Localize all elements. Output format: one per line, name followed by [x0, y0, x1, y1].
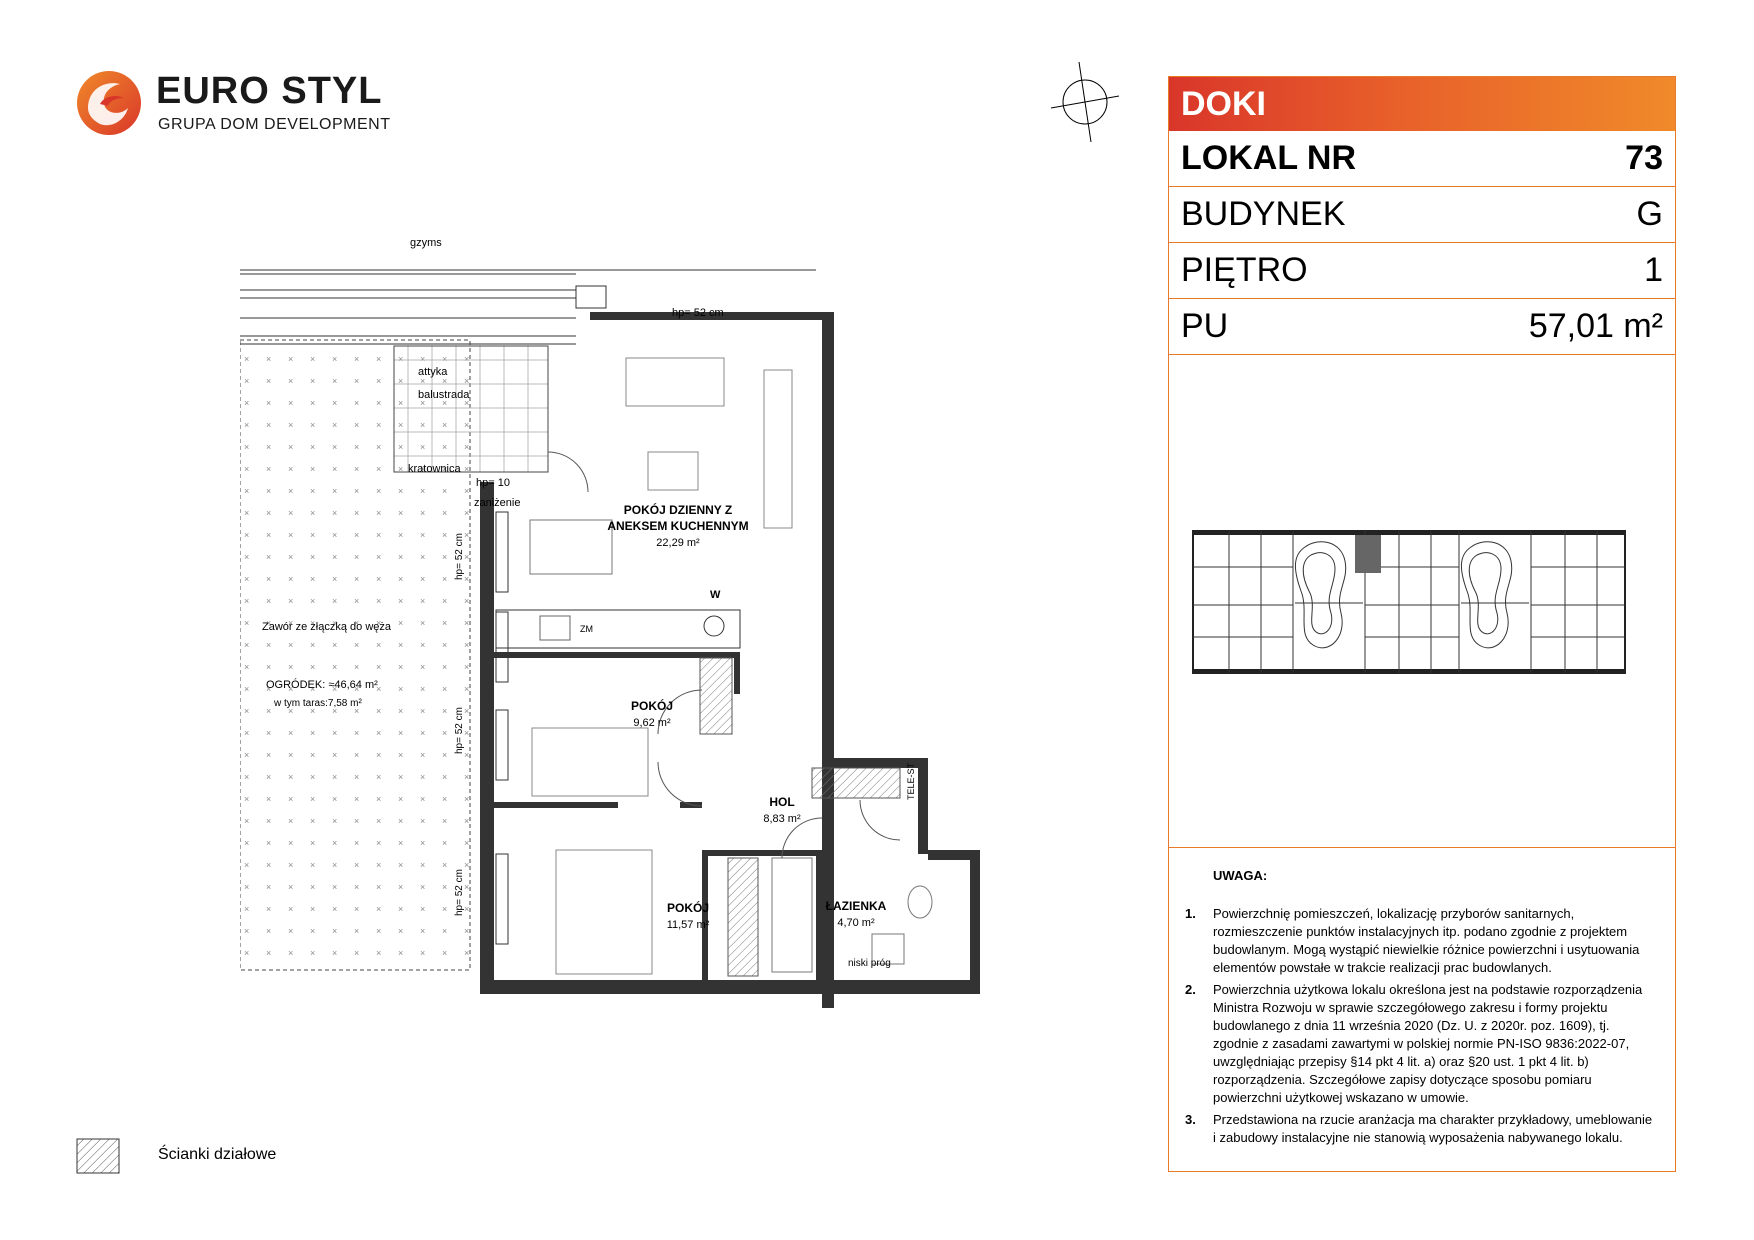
info-value: G	[1636, 195, 1663, 233]
logo	[74, 68, 394, 148]
sofa	[626, 358, 724, 406]
key-plan-drawing	[1169, 355, 1675, 847]
label-hp52-top: hp= 52 cm	[672, 307, 724, 319]
info-value: 57,01 m²	[1528, 307, 1663, 345]
note-item	[1185, 981, 1655, 1107]
label-ogrodek: OGRÓDEK: ≈46,64 m²	[266, 679, 378, 691]
notes-title: UWAGA:	[1213, 868, 1268, 883]
room-2-name: POKÓJ	[666, 901, 710, 915]
note-number: 1.	[1185, 906, 1196, 921]
info-value: 1	[1644, 251, 1663, 289]
wall	[480, 482, 494, 994]
room-living-name-1: POKÓJ DZIENNY Z	[623, 503, 733, 517]
label-hp52-3: hp= 52 cm	[454, 869, 465, 916]
note-text: Przedstawiona na rzucie aranżacja ma charakter przykładowy, umeblowanie i zabudowy instalacyjne nie stanowią wyposażenia nabywanego lokalu.	[1213, 1112, 1653, 1145]
label-zawor: Zawór ze złączką do węża	[262, 621, 391, 633]
wall	[918, 758, 928, 854]
legend	[74, 1138, 374, 1178]
info-label: PU	[1181, 307, 1229, 345]
room-1-name: POKÓJ	[630, 699, 674, 713]
room-bath-name: ŁAZIENKA	[825, 899, 887, 913]
terrace-area	[394, 346, 548, 472]
floor-plan	[240, 240, 1000, 1010]
label-niski-prog: niski próg	[848, 958, 891, 969]
kitchen-counter	[496, 610, 740, 648]
note-text: Powierzchnię pomieszczeń, lokalizację przyborów sanitarnych, rozmieszczenie punktów instalacyjnych itp. podano zgodnie z projektem budowlanym. Mogą wystąpić niewielkie różnice powierzchni i usytuowania elementów powstałe w trakcie realizacji prac budowlanych.	[1213, 906, 1640, 975]
note-item	[1185, 905, 1655, 977]
label-tele: TELE-ST	[906, 762, 916, 800]
room-living-name-2: ANEKSEM KUCHENNYM	[607, 519, 749, 533]
label-hp52-2: hp= 52 cm	[454, 707, 465, 754]
dining-table	[530, 520, 612, 574]
label-hp10: hp= 10	[476, 477, 510, 489]
info-row-lokal	[1169, 131, 1675, 187]
note-number: 3.	[1185, 1112, 1196, 1127]
room-living-area: 22,29 m²	[656, 537, 700, 549]
info-row-pietro	[1169, 243, 1675, 299]
room-hol-name: HOL	[769, 795, 795, 809]
building-key-plan	[1169, 355, 1675, 848]
note-number: 2.	[1185, 982, 1196, 997]
wall	[480, 980, 980, 994]
label-taras: w tym taras:7,58 m²	[274, 698, 362, 709]
room-bath-area: 4,70 m²	[837, 917, 875, 929]
info-value: 73	[1625, 139, 1663, 177]
label-zm: ZM	[580, 624, 593, 634]
euro-styl-logo-icon	[74, 68, 144, 138]
info-row-pu	[1169, 299, 1675, 355]
notes-section	[1185, 867, 1655, 1151]
label-balustrada: balustrada	[418, 389, 470, 401]
north-arrow-icon	[1045, 58, 1125, 148]
note-item	[1185, 1111, 1655, 1147]
label-kratownica: kratownica	[408, 463, 461, 475]
room-hol-area: 8,83 m²	[763, 813, 801, 825]
partition-wall-swatch-icon	[76, 1138, 120, 1174]
label-hp52-1: hp= 52 cm	[454, 533, 465, 580]
room-2-area: 11,57 m²	[666, 919, 710, 931]
legend-label: Ścianki działowe	[158, 1146, 277, 1163]
bed	[532, 728, 648, 796]
note-text: Powierzchnia użytkowa lokalu określona jest na podstawie rozporządzenia Ministra Rozwoju w sprawie szczegółowego zakresu i formy projektu budowlanego z dnia 11 września 2020 (Dz. U. z 2020r. poz. 1609), tj. zgodnie z zasadami zawartymi w polskiej normie PN-ISO 9836:2022-07, uwzględniając przepisy §14 pkt 4 lit. a) oraz §20 ust. 1 pkt 4 lit. b) rozporządzenia. Szczegółowe zapisy dotyczące sposobu pomiaru powierzchni użytkowej wskazano w umowie.	[1213, 982, 1643, 1105]
label-zanizenie: zaniżenie	[474, 497, 521, 509]
investment-name: DOKI	[1169, 77, 1675, 131]
bed	[556, 850, 652, 974]
apartment-info-panel	[1168, 76, 1676, 1172]
wall	[970, 850, 980, 994]
brand-subtitle: GRUPA DOM DEVELOPMENT	[158, 116, 391, 133]
brand-name: EURO STYL	[156, 70, 383, 112]
label-gzyms: gzyms	[410, 240, 442, 249]
room-1-area: 9,62 m²	[633, 717, 671, 729]
info-row-budynek	[1169, 187, 1675, 243]
info-label: LOKAL NR	[1181, 139, 1357, 177]
label-w: W	[710, 589, 721, 601]
info-label: PIĘTRO	[1181, 251, 1308, 289]
info-label: BUDYNEK	[1181, 195, 1346, 233]
label-attyka: attyka	[418, 366, 448, 378]
bathtub	[772, 858, 812, 972]
